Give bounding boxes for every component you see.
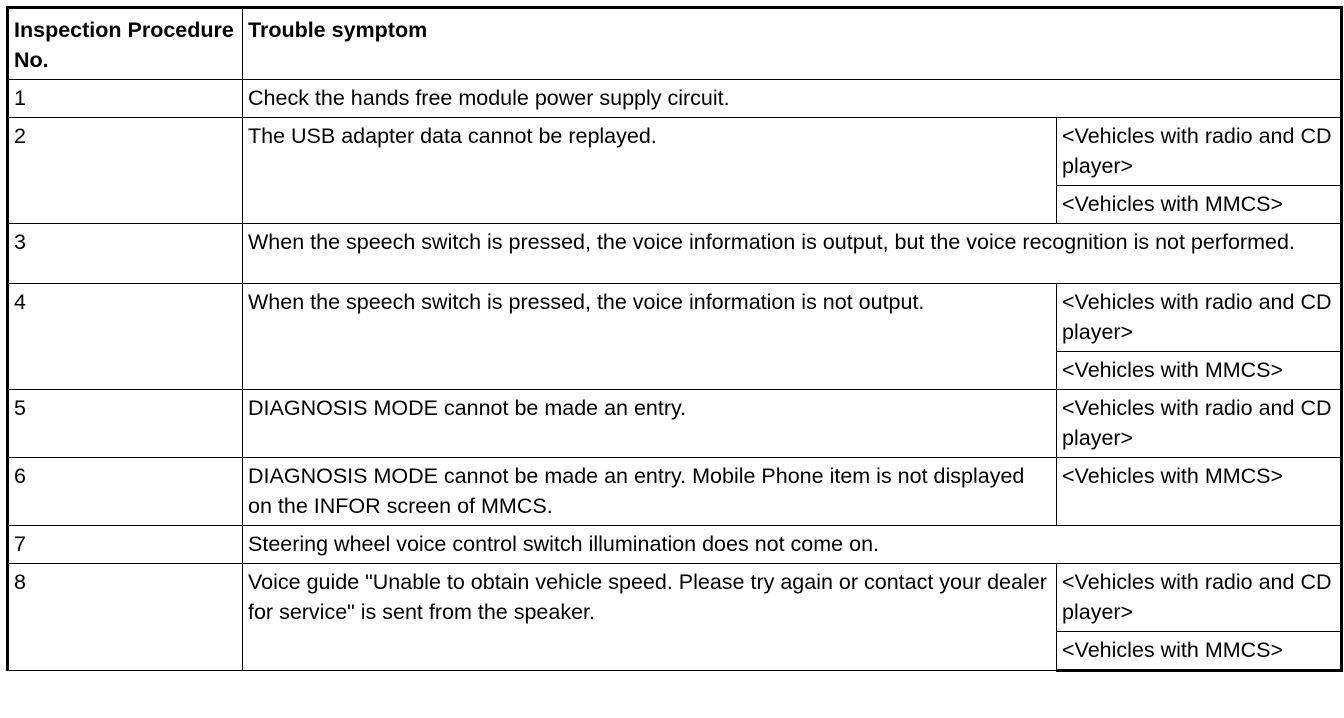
trouble-symptom: When the speech switch is pressed, the voice information is not output. — [243, 284, 1057, 390]
vehicle-condition: <Vehicles with MMCS> — [1057, 186, 1342, 224]
trouble-symptom: Check the hands free module power supply circuit. — [243, 80, 1342, 118]
procedure-number: 3 — [8, 224, 243, 284]
vehicle-condition: <Vehicles with radio and CD player> — [1057, 284, 1342, 352]
table-row — [8, 284, 1342, 352]
header-trouble-symptom: Trouble symptom — [243, 8, 1342, 80]
vehicle-condition: <Vehicles with radio and CD player> — [1057, 118, 1342, 186]
table-row — [8, 118, 1342, 186]
table-row — [8, 564, 1342, 632]
trouble-symptom: Steering wheel voice control switch illumination does not come on. — [243, 526, 1342, 564]
vehicle-condition: <Vehicles with MMCS> — [1057, 352, 1342, 390]
procedure-number: 8 — [8, 564, 243, 671]
trouble-symptom: When the speech switch is pressed, the voice information is output, but the voice recognition is not performed. — [243, 224, 1342, 284]
procedure-number: 5 — [8, 390, 243, 458]
procedure-number: 4 — [8, 284, 243, 390]
trouble-symptom: Voice guide "Unable to obtain vehicle speed. Please try again or contact your dealer for service" is sent from the speaker. — [243, 564, 1057, 671]
header-procedure-no: Inspection Procedure No. — [8, 8, 243, 80]
vehicle-condition: <Vehicles with radio and CD player> — [1057, 390, 1342, 458]
vehicle-condition: <Vehicles with radio and CD player> — [1057, 564, 1342, 632]
table-header-row — [8, 8, 1342, 80]
table-row — [8, 526, 1342, 564]
procedure-number: 1 — [8, 80, 243, 118]
procedure-number: 7 — [8, 526, 243, 564]
trouble-symptom: The USB adapter data cannot be replayed. — [243, 118, 1057, 224]
procedure-number: 2 — [8, 118, 243, 224]
table-row — [8, 224, 1342, 284]
inspection-procedure-table — [6, 6, 1343, 672]
vehicle-condition: <Vehicles with MMCS> — [1057, 458, 1342, 526]
table-row — [8, 390, 1342, 458]
table-row — [8, 80, 1342, 118]
trouble-symptom: DIAGNOSIS MODE cannot be made an entry. — [243, 390, 1057, 458]
vehicle-condition: <Vehicles with MMCS> — [1057, 632, 1342, 671]
procedure-number: 6 — [8, 458, 243, 526]
table-row — [8, 458, 1342, 526]
trouble-symptom: DIAGNOSIS MODE cannot be made an entry. Mobile Phone item is not displayed on the INFOR screen of MMCS. — [243, 458, 1057, 526]
